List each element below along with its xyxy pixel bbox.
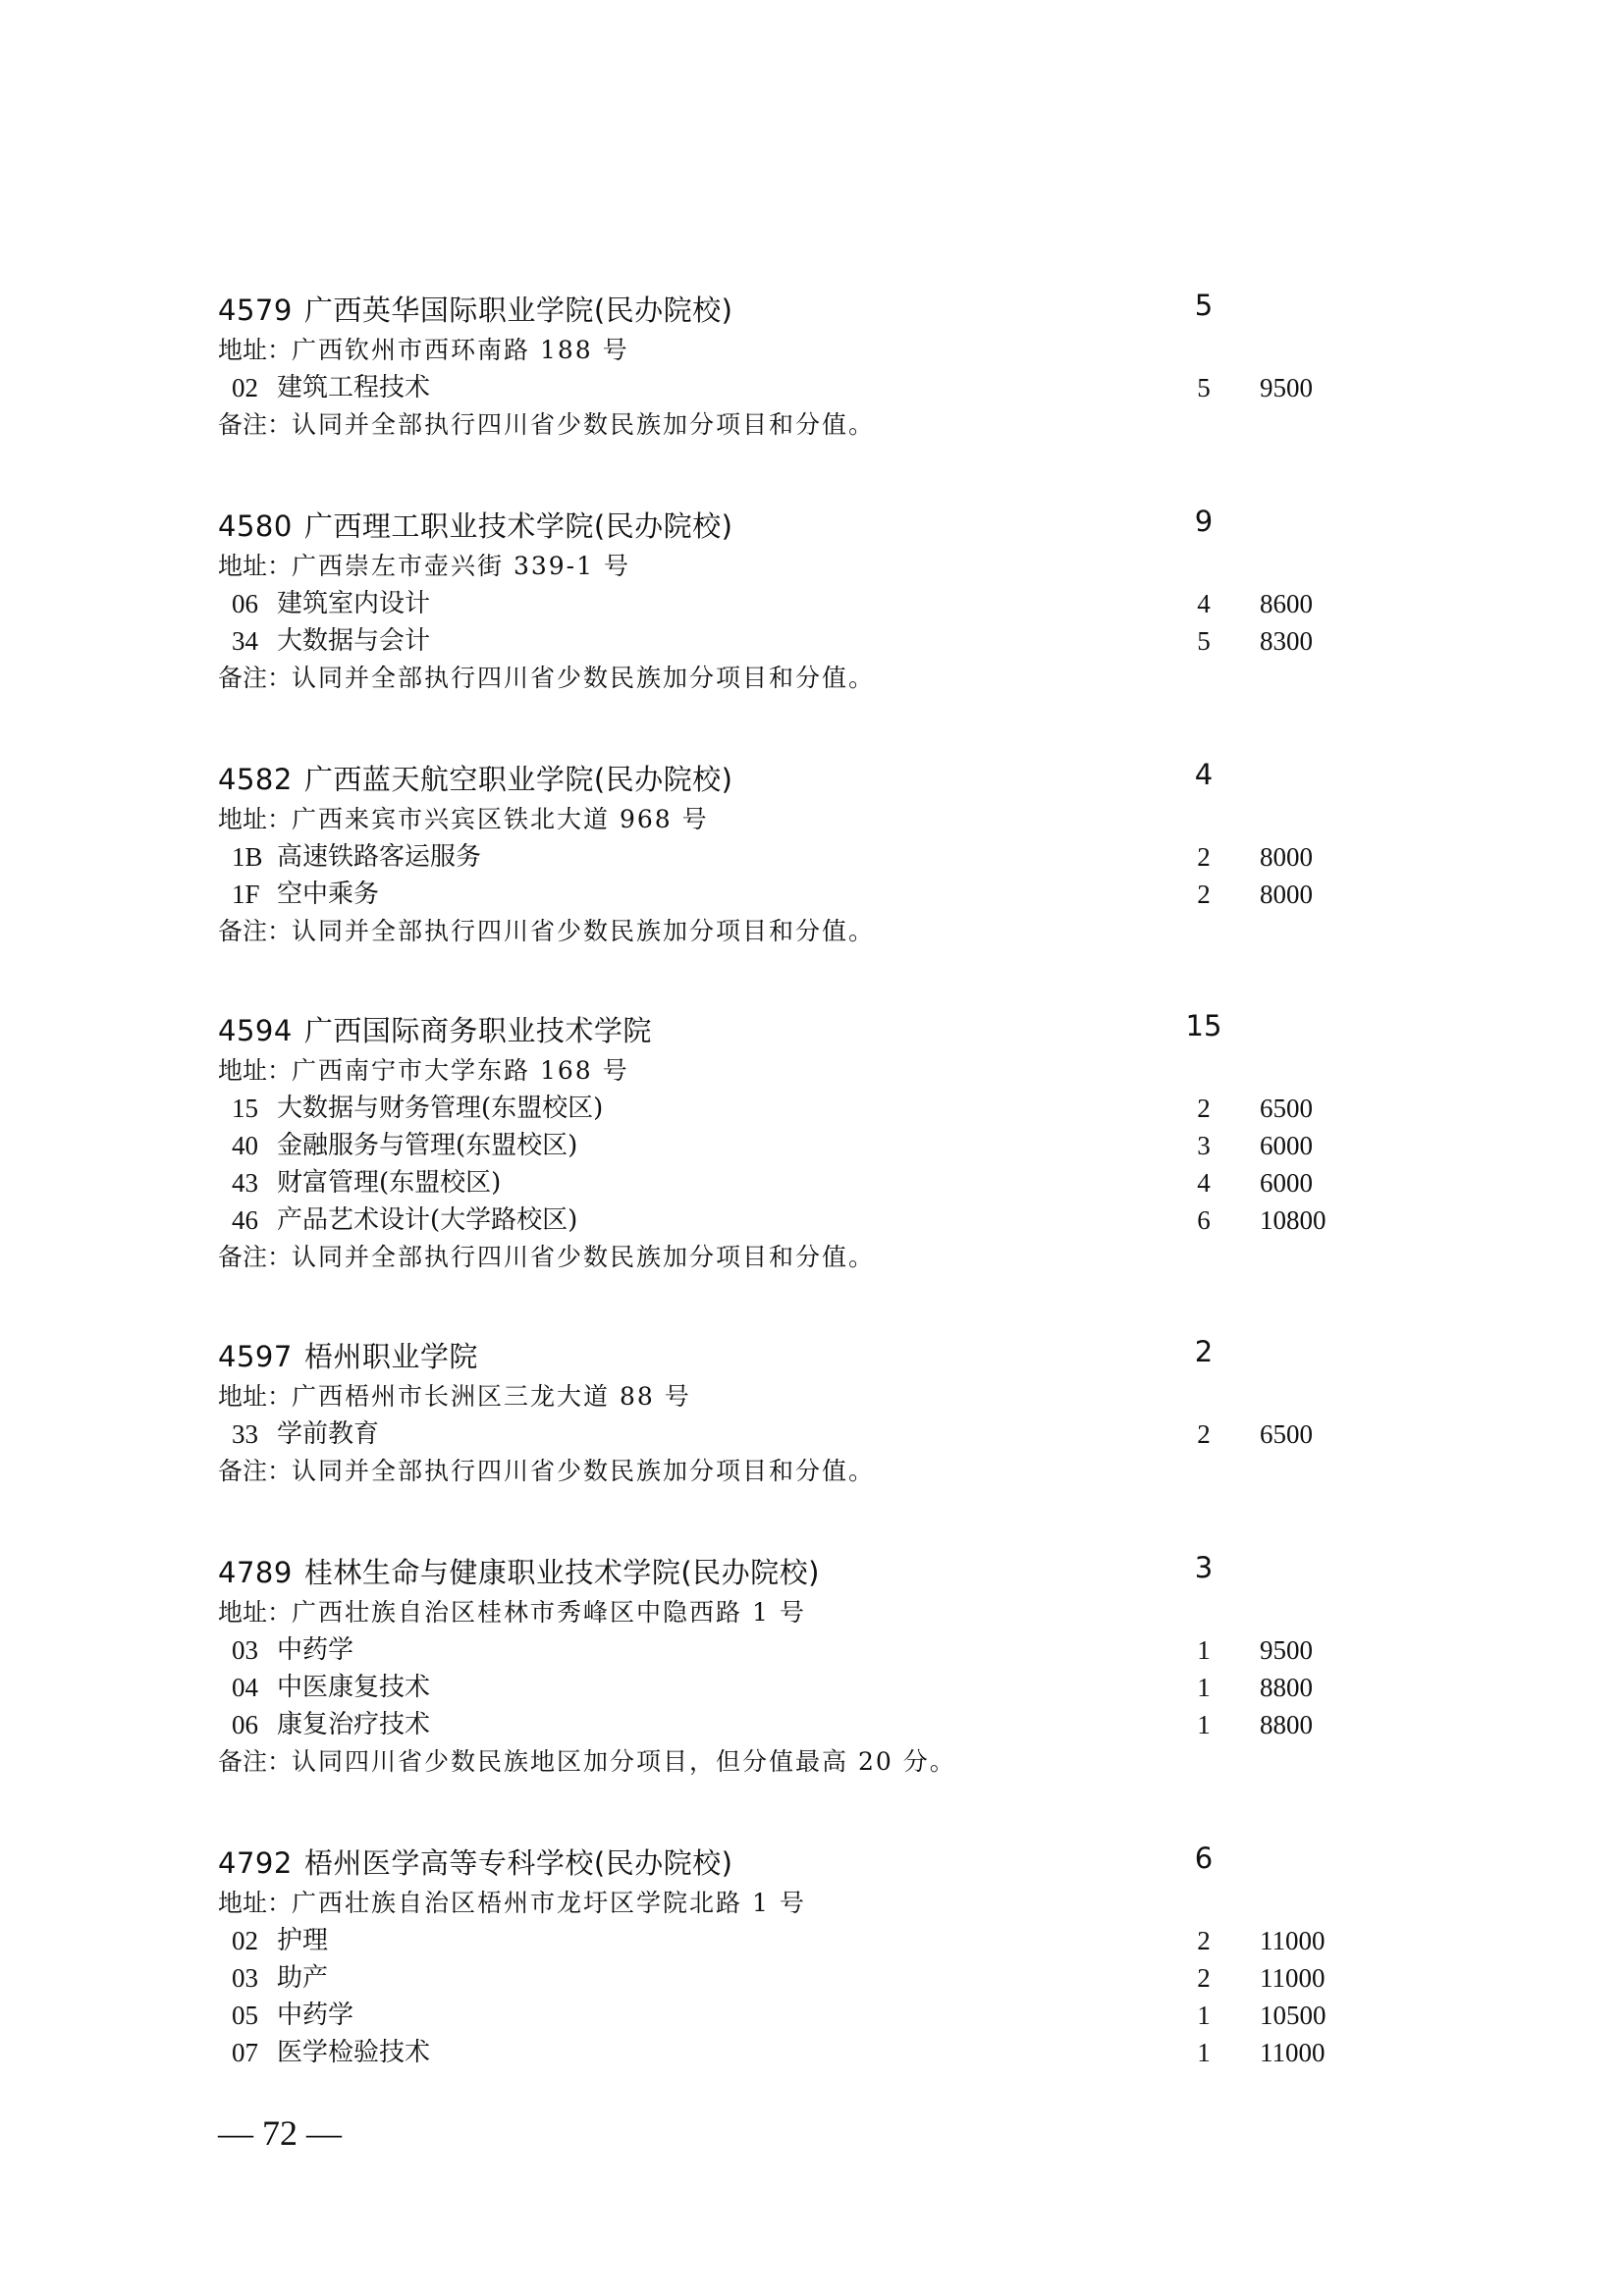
note-label: 备注： — [218, 1747, 293, 1776]
note-label: 备注： — [218, 664, 293, 692]
program-fee: 9500 — [1260, 373, 1313, 402]
program-code: 02 — [232, 1926, 258, 1955]
program-name: 中药学 — [277, 2001, 354, 2030]
program-fee: 8800 — [1260, 1710, 1313, 1739]
program-row: 02 建筑工程技术 5 9500 — [218, 369, 1396, 406]
program-name: 财富管理(东盟校区) — [277, 1168, 502, 1198]
school-header: 4582 广西蓝天航空职业学院(民办院校) 4 — [218, 758, 1214, 796]
program-code: 34 — [232, 626, 258, 656]
program-name: 建筑室内设计 — [277, 589, 431, 618]
program-fee: 6000 — [1260, 1168, 1313, 1198]
school-title — [218, 1335, 478, 1375]
school-note — [218, 1453, 1396, 1490]
note-text: 认同并全部执行四川省少数民族加分项目和分值。 — [292, 1457, 876, 1485]
school-note — [218, 406, 1396, 444]
program-row: 46 产品艺术设计(大学路校区) 6 10800 — [218, 1201, 1396, 1239]
school-header: 4597 梧州职业学院 2 — [218, 1335, 1214, 1373]
program-row: 04 中医康复技术 1 8800 — [218, 1669, 1396, 1706]
school-code: 4579 — [218, 294, 293, 327]
program-fee: 9500 — [1260, 1635, 1313, 1665]
program-fee: 11000 — [1260, 1963, 1326, 1993]
page-number: — 72 — — [218, 2113, 342, 2153]
school-code: 4789 — [218, 1556, 293, 1589]
school-address — [218, 1378, 1396, 1415]
program-code: 06 — [232, 589, 258, 618]
document-body — [218, 287, 1396, 2071]
school-address — [218, 548, 1396, 585]
program-code: 06 — [232, 1710, 258, 1739]
school-title — [218, 289, 732, 329]
note-text: 认同并全部执行四川省少数民族加分项目和分值。 — [292, 410, 876, 439]
school-name: 桂林生命与健康职业技术学院(民办院校) — [303, 1556, 820, 1589]
program-fee: 10800 — [1260, 1205, 1326, 1235]
program-fee: 8600 — [1260, 589, 1313, 618]
note-text: 认同并全部执行四川省少数民族加分项目和分值。 — [292, 917, 876, 945]
program-fee: 6000 — [1260, 1131, 1313, 1160]
school-address — [218, 801, 1396, 838]
program-name: 医学检验技术 — [277, 2038, 431, 2067]
program-row: 33 学前教育 2 6500 — [218, 1415, 1396, 1453]
program-fee: 6500 — [1260, 1419, 1313, 1449]
address-text: 广西来宾市兴宾区铁北大道 968 号 — [292, 805, 709, 833]
school-code: 4597 — [218, 1340, 293, 1373]
program-code: 46 — [232, 1205, 258, 1235]
school-name: 广西国际商务职业技术学院 — [303, 1014, 652, 1047]
school-title — [218, 1842, 732, 1882]
program-row: 34 大数据与会计 5 8300 — [218, 622, 1396, 660]
school-address — [218, 1885, 1396, 1922]
note-text: 认同并全部执行四川省少数民族加分项目和分值。 — [292, 664, 876, 692]
school-code: 4792 — [218, 1846, 293, 1880]
program-row: 15 大数据与财务管理(东盟校区) 2 6500 — [218, 1090, 1396, 1127]
school-entry-4597 — [218, 1333, 1396, 1490]
program-name: 助产 — [277, 1963, 329, 1993]
program-name: 大数据与会计 — [277, 626, 431, 656]
program-fee: 8000 — [1260, 842, 1313, 872]
program-row: 03 助产 2 11000 — [218, 1959, 1396, 1997]
program-fee: 8000 — [1260, 880, 1313, 909]
school-title — [218, 758, 732, 798]
school-header: 4594 广西国际商务职业技术学院 15 — [218, 1009, 1222, 1047]
address-label: 地址： — [218, 1382, 293, 1411]
school-title — [218, 505, 732, 545]
program-fee: 8800 — [1260, 1673, 1313, 1702]
address-label: 地址： — [218, 805, 293, 833]
program-row: 1B 高速铁路客运服务 2 8000 — [218, 838, 1396, 876]
program-code: 15 — [232, 1094, 258, 1123]
program-name: 建筑工程技术 — [277, 373, 431, 402]
school-code: 4594 — [218, 1014, 293, 1047]
address-label: 地址： — [218, 336, 293, 364]
program-name: 中药学 — [277, 1635, 354, 1665]
school-name: 广西理工职业技术学院(民办院校) — [303, 509, 733, 543]
address-text: 广西钦州市西环南路 188 号 — [292, 336, 629, 364]
program-name: 空中乘务 — [277, 880, 380, 909]
school-address — [218, 332, 1396, 369]
school-address — [218, 1052, 1396, 1090]
program-fee: 10500 — [1260, 2001, 1326, 2030]
program-fee: 6500 — [1260, 1094, 1313, 1123]
school-header: 4789 桂林生命与健康职业技术学院(民办院校) 3 — [218, 1551, 1214, 1589]
school-header: 4580 广西理工职业技术学院(民办院校) 9 — [218, 505, 1214, 543]
program-name: 大数据与财务管理(东盟校区) — [277, 1094, 604, 1123]
program-code: 03 — [232, 1635, 258, 1665]
program-row: 40 金融服务与管理(东盟校区) 3 6000 — [218, 1127, 1396, 1164]
school-name: 梧州职业学院 — [303, 1340, 478, 1373]
address-text: 广西壮族自治区桂林市秀峰区中隐西路 1 号 — [292, 1598, 806, 1627]
school-entry-4580 — [218, 503, 1396, 697]
school-note — [218, 660, 1396, 697]
school-entry-4582 — [218, 756, 1396, 950]
school-entry-4579 — [218, 287, 1396, 444]
school-title — [218, 1009, 652, 1049]
address-text: 广西梧州市长洲区三龙大道 88 号 — [292, 1382, 691, 1411]
program-row: 06 建筑室内设计 4 8600 — [218, 585, 1396, 622]
program-name: 产品艺术设计(大学路校区) — [277, 1205, 578, 1235]
program-code: 03 — [232, 1963, 258, 1993]
program-name: 高速铁路客运服务 — [277, 842, 482, 872]
program-name: 护理 — [277, 1926, 329, 1955]
program-code: 1F — [232, 880, 260, 909]
school-note — [218, 913, 1396, 950]
address-label: 地址： — [218, 1598, 293, 1627]
note-label: 备注： — [218, 917, 293, 945]
note-label: 备注： — [218, 1243, 293, 1271]
program-code: 43 — [232, 1168, 258, 1198]
program-name: 中医康复技术 — [277, 1673, 431, 1702]
program-fee: 11000 — [1260, 1926, 1326, 1955]
program-code: 05 — [232, 2001, 258, 2030]
program-row: 07 医学检验技术 1 11000 — [218, 2034, 1396, 2071]
school-note — [218, 1239, 1396, 1276]
program-fee: 8300 — [1260, 626, 1313, 656]
program-row: 03 中药学 1 9500 — [218, 1631, 1396, 1669]
program-code: 1B — [232, 842, 263, 872]
program-code: 07 — [232, 2038, 258, 2067]
program-row: 43 财富管理(东盟校区) 4 6000 — [218, 1164, 1396, 1201]
program-code: 04 — [232, 1673, 258, 1702]
address-label: 地址： — [218, 1889, 293, 1917]
school-name: 广西英华国际职业学院(民办院校) — [303, 294, 733, 327]
program-name: 学前教育 — [277, 1419, 380, 1449]
program-row: 06 康复治疗技术 1 8800 — [218, 1706, 1396, 1743]
school-header: 4579 广西英华国际职业学院(民办院校) 5 — [218, 289, 1214, 327]
school-header: 4792 梧州医学高等专科学校(民办院校) 6 — [218, 1842, 1214, 1880]
school-entry-4792 — [218, 1840, 1396, 2071]
program-row: 1F 空中乘务 2 8000 — [218, 876, 1396, 913]
address-text: 广西壮族自治区梧州市龙圩区学院北路 1 号 — [292, 1889, 806, 1917]
note-text: 认同并全部执行四川省少数民族加分项目和分值。 — [292, 1243, 876, 1271]
school-address — [218, 1594, 1396, 1631]
note-text: 认同四川省少数民族地区加分项目，但分值最高 20 分。 — [292, 1747, 956, 1776]
address-label: 地址： — [218, 1056, 293, 1085]
note-label: 备注： — [218, 410, 293, 439]
school-name: 广西蓝天航空职业学院(民办院校) — [303, 763, 733, 796]
school-code: 4582 — [218, 763, 293, 796]
address-text: 广西崇左市壶兴街 339-1 号 — [292, 552, 630, 580]
note-label: 备注： — [218, 1457, 293, 1485]
program-name: 金融服务与管理(东盟校区) — [277, 1131, 578, 1160]
program-row: 02 护理 2 11000 — [218, 1922, 1396, 1959]
address-label: 地址： — [218, 552, 293, 580]
program-fee: 11000 — [1260, 2038, 1326, 2067]
school-name: 梧州医学高等专科学校(民办院校) — [303, 1846, 733, 1880]
address-text: 广西南宁市大学东路 168 号 — [292, 1056, 629, 1085]
school-code: 4580 — [218, 509, 293, 543]
school-entry-4789 — [218, 1549, 1396, 1781]
program-name: 康复治疗技术 — [277, 1710, 431, 1739]
program-row: 05 中药学 1 10500 — [218, 1997, 1396, 2034]
school-note — [218, 1743, 1396, 1781]
program-code: 02 — [232, 373, 258, 402]
program-code: 40 — [232, 1131, 258, 1160]
school-entry-4594 — [218, 1007, 1396, 1276]
program-code: 33 — [232, 1419, 258, 1449]
school-title — [218, 1551, 820, 1591]
